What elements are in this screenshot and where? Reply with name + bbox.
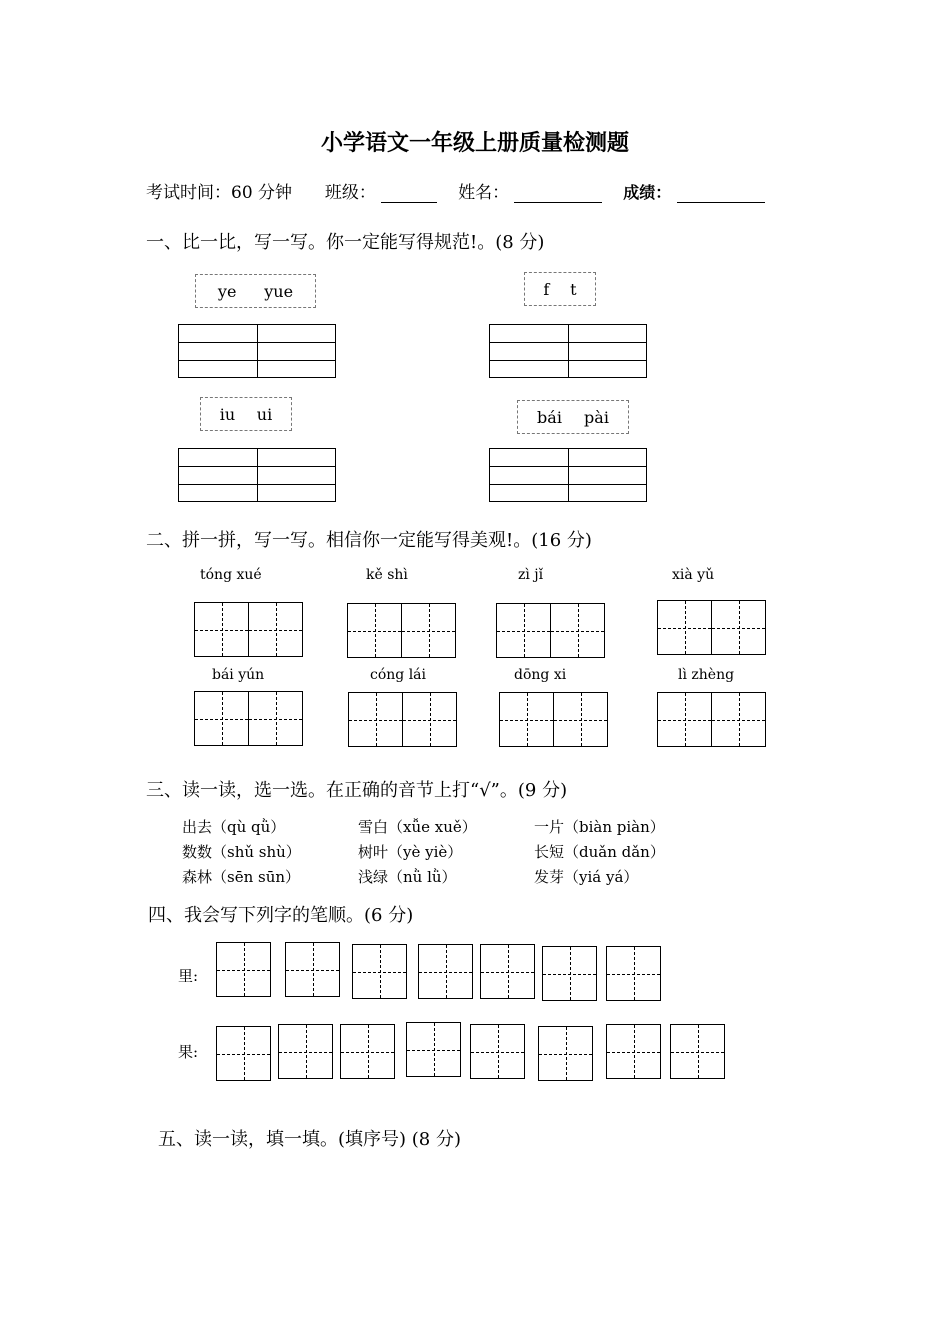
tianzi-grid[interactable]: [194, 602, 249, 657]
choice-item[interactable]: 雪白（xǚe xuě）: [358, 818, 477, 836]
choice-item[interactable]: 出去（qù qǜ）: [182, 818, 286, 836]
tianzi-grid[interactable]: [470, 1024, 525, 1079]
tianzi-grid[interactable]: [657, 600, 712, 655]
tianzi-grid[interactable]: [496, 603, 551, 658]
pinyin-word: lì zhèng: [678, 667, 735, 683]
section4-heading: 四、我会写下列字的笔顺。(6 分): [148, 905, 414, 926]
tianzi-grid[interactable]: [538, 1026, 593, 1081]
pinyin-a: ye: [217, 281, 237, 301]
pinyin-word: cóng lái: [370, 667, 426, 683]
tianzi-grid[interactable]: [711, 692, 766, 747]
pinyin-b: yue: [264, 281, 294, 301]
class-label: 班级：: [324, 183, 376, 203]
tianzi-grid[interactable]: [553, 692, 608, 747]
tianzi-grid[interactable]: [216, 942, 271, 997]
tianzi-grid[interactable]: [406, 1022, 461, 1077]
pinyin-b: t: [570, 279, 577, 299]
choice-item[interactable]: 森林（sēn sūn）: [182, 868, 301, 886]
writing-lines[interactable]: [489, 448, 647, 502]
choice-item[interactable]: 长短（duǎn dǎn）: [534, 843, 665, 861]
pinyin-b: ui: [256, 404, 273, 424]
tianzi-grid[interactable]: [542, 946, 597, 1001]
pinyin-pair-box: [195, 274, 316, 308]
stroke-char-label: 果:: [178, 1043, 199, 1061]
pinyin-word: tóng xué: [200, 567, 262, 583]
pinyin-pair-box: [200, 397, 292, 431]
choice-item[interactable]: 一片（biàn piàn）: [534, 818, 665, 836]
tianzi-grid[interactable]: [606, 1024, 661, 1079]
pinyin-pair-box: [517, 400, 629, 434]
score-field[interactable]: [677, 182, 765, 203]
tianzi-grid[interactable]: [657, 692, 712, 747]
tianzi-grid[interactable]: [499, 692, 554, 747]
tianzi-grid[interactable]: [278, 1024, 333, 1079]
tianzi-grid[interactable]: [711, 600, 766, 655]
tianzi-grid[interactable]: [194, 691, 249, 746]
pinyin-word: dōng xi: [514, 667, 567, 683]
choice-item[interactable]: 浅绿（nǜ lǜ）: [358, 868, 457, 886]
tianzi-grid[interactable]: [670, 1024, 725, 1079]
tianzi-grid[interactable]: [480, 944, 535, 999]
score-label: 成绩：: [623, 183, 672, 202]
writing-lines[interactable]: [178, 448, 336, 502]
section3-heading: 三、读一读，选一选。在正确的音节上打“√”。(9 分): [146, 780, 568, 801]
tianzi-grid[interactable]: [550, 603, 605, 658]
stroke-char-label: 里:: [178, 967, 199, 985]
exam-info: [146, 178, 765, 203]
class-field[interactable]: [381, 182, 437, 203]
choice-item[interactable]: 发芽（yiá yá）: [534, 868, 639, 886]
tianzi-grid[interactable]: [248, 691, 303, 746]
pinyin-word: bái yún: [212, 667, 265, 683]
page-title: 小学语文一年级上册质量检测题: [320, 131, 629, 156]
pinyin-word: kě shì: [366, 567, 408, 583]
pinyin-word: xià yǔ: [672, 567, 715, 583]
tianzi-grid[interactable]: [347, 603, 402, 658]
tianzi-grid[interactable]: [402, 692, 457, 747]
pinyin-a: f: [543, 279, 550, 299]
tianzi-grid[interactable]: [348, 692, 403, 747]
section5-heading: 五、读一读，填一填。(填序号) (8 分): [158, 1129, 461, 1150]
tianzi-grid[interactable]: [285, 942, 340, 997]
tianzi-grid[interactable]: [340, 1024, 395, 1079]
pinyin-a: bái: [537, 407, 562, 427]
pinyin-word: zì jǐ: [518, 567, 544, 583]
pinyin-pair-box: [524, 272, 596, 306]
writing-lines[interactable]: [489, 324, 647, 378]
name-label: 姓名：: [458, 183, 510, 203]
name-field[interactable]: [514, 182, 602, 203]
tianzi-grid[interactable]: [401, 603, 456, 658]
tianzi-grid[interactable]: [216, 1026, 271, 1081]
tianzi-grid[interactable]: [248, 602, 303, 657]
section2-heading: 二、拼一拼，写一写。相信你一定能写得美观!。(16 分): [146, 530, 592, 551]
choice-item[interactable]: 树叶（yè yiè）: [358, 843, 463, 861]
pinyin-a: iu: [219, 404, 236, 424]
tianzi-grid[interactable]: [352, 944, 407, 999]
choice-item[interactable]: 数数（shǔ shù）: [182, 843, 301, 861]
section1-heading: 一、比一比，写一写。你一定能写得规范!。(8 分): [146, 232, 545, 253]
writing-lines[interactable]: [178, 324, 336, 378]
exam-time: 考试时间：60 分钟: [146, 183, 293, 203]
tianzi-grid[interactable]: [606, 946, 661, 1001]
pinyin-b: pài: [584, 407, 609, 427]
tianzi-grid[interactable]: [418, 944, 473, 999]
